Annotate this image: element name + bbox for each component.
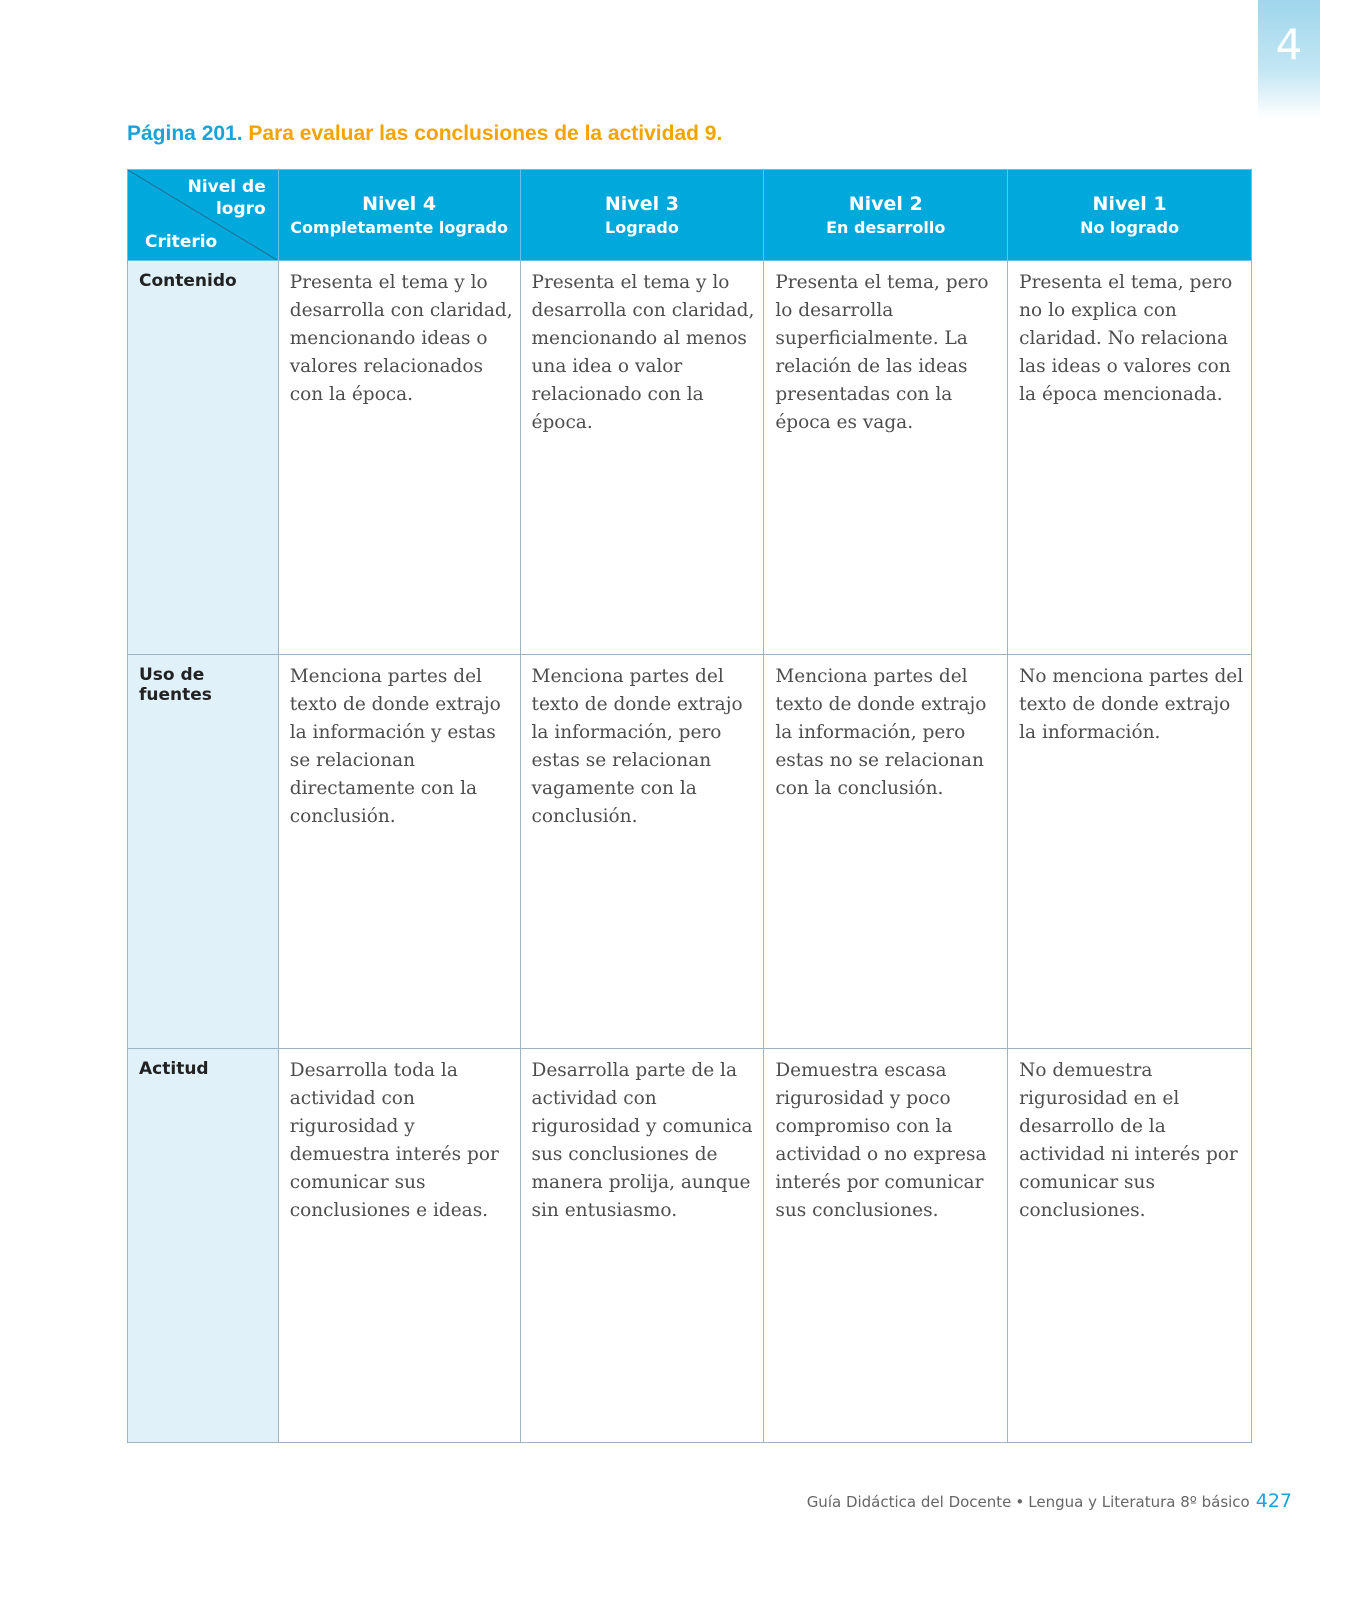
- descriptor-cell: Menciona partes del texto de donde extrajo la información, pero estas se relacionan vagamente con la conclusión.: [520, 655, 764, 1049]
- level-header: [764, 170, 1008, 261]
- descriptor-cell: No demuestra rigurosidad en el desarrollo de la actividad ni interés por comunicar sus conclusiones.: [1008, 1049, 1252, 1443]
- criterion-cell: Uso de fuentes: [128, 655, 279, 1049]
- chapter-tab: [1258, 0, 1320, 118]
- level-name: Nivel 1: [1092, 193, 1167, 215]
- descriptor-cell: Presenta el tema, pero lo desarrolla superficialmente. La relación de las ideas presentadas con la época es vaga.: [764, 261, 1008, 655]
- corner-criterion-label: Criterio: [145, 232, 218, 252]
- corner-header: [128, 170, 279, 261]
- descriptor-cell: Presenta el tema, pero no lo explica con claridad. No relaciona las ideas o valores con la época mencionada.: [1008, 261, 1252, 655]
- descriptor-cell: Desarrolla toda la actividad con rigurosidad y demuestra interés por comunicar sus conclusiones e ideas.: [278, 1049, 520, 1443]
- page-footer: [807, 1490, 1292, 1512]
- level-header: [278, 170, 520, 261]
- table-row: [128, 1049, 1252, 1443]
- level-subtitle: No logrado: [1080, 218, 1180, 237]
- table-row: [128, 655, 1252, 1049]
- chapter-number: 4: [1275, 20, 1303, 69]
- level-header: [520, 170, 764, 261]
- criterion-cell: Actitud: [128, 1049, 279, 1443]
- descriptor-cell: No menciona partes del texto de donde extrajo la información.: [1008, 655, 1252, 1049]
- descriptor-cell: Menciona partes del texto de donde extrajo la información, pero estas no se relacionan con la conclusión.: [764, 655, 1008, 1049]
- level-subtitle: Completamente logrado: [290, 218, 508, 237]
- page-heading: [127, 122, 722, 146]
- level-name: Nivel 4: [362, 193, 437, 215]
- descriptor-cell: Menciona partes del texto de donde extrajo la información y estas se relacionan directamente con la conclusión.: [278, 655, 520, 1049]
- descriptor-cell: Presenta el tema y lo desarrolla con claridad, mencionando al menos una idea o valor relacionado con la época.: [520, 261, 764, 655]
- level-subtitle: Logrado: [605, 218, 679, 237]
- rubric-table: [127, 169, 1252, 1443]
- footer-separator: •: [1015, 1493, 1025, 1511]
- descriptor-cell: Presenta el tema y lo desarrolla con claridad, mencionando ideas o valores relacionados con la época.: [278, 261, 520, 655]
- level-header: [1008, 170, 1252, 261]
- page-reference: Página 201.: [127, 122, 243, 145]
- descriptor-cell: Desarrolla parte de la actividad con rigurosidad y comunica sus conclusiones de manera prolija, aunque sin entusiasmo.: [520, 1049, 764, 1443]
- footer-book-title: Guía Didáctica del Docente: [806, 1493, 1012, 1511]
- page-number: 427: [1255, 1490, 1292, 1512]
- heading-description: Para evaluar las conclusiones de la actividad 9.: [248, 122, 723, 145]
- criterion-cell: Contenido: [128, 261, 279, 655]
- level-subtitle: En desarrollo: [826, 218, 946, 237]
- level-name: Nivel 3: [604, 193, 679, 215]
- footer-subject: Lengua y Literatura 8º básico: [1028, 1493, 1250, 1511]
- table-row: [128, 261, 1252, 655]
- descriptor-cell: Demuestra escasa rigurosidad y poco compromiso con la actividad o no expresa interés por comunicar sus conclusiones.: [764, 1049, 1008, 1443]
- rubric-header-row: [128, 170, 1252, 261]
- corner-level-label: Nivel de logro: [187, 177, 266, 219]
- level-name: Nivel 2: [848, 193, 923, 215]
